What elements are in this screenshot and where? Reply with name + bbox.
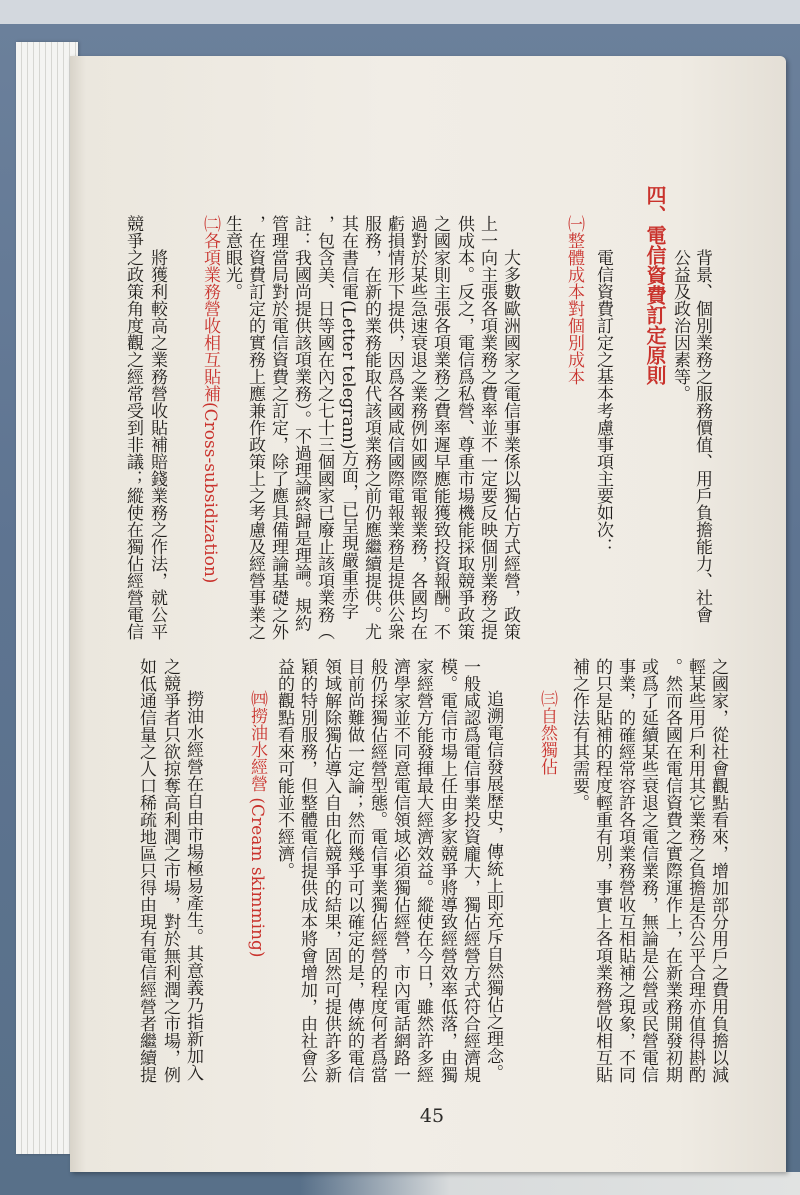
text-column: 電信資費訂定之基本考慮事項主要如次： (593, 249, 613, 555)
text-column: 輕某些用戶利用其它業務之負擔是否公平合理亦值得斟酌 (685, 658, 705, 1083)
text-column: 之競爭者只欲掠奪高利潤之市場，對於無利潤之市場，例 (160, 658, 180, 1083)
text-column: 濟學家並不同意電信領域必須獨佔經營，市內電話網路一 (390, 658, 410, 1083)
text-column: 之國家則主張各項業務之費率遲早應能獲致投資報酬。不 (430, 215, 450, 640)
text-column: 家經營方能發揮最大經濟效益。縱使在今日，雖然許多經 (413, 658, 433, 1083)
text-column: 目前尚難做一定論；然而幾乎可以確定的是，傳統的電信 (344, 658, 364, 1083)
text-column: 公益及政治因素等。 (670, 249, 690, 402)
subsection-heading: ㈡各項業務營收相互貼補(Cross-subsidization) (200, 215, 220, 584)
text-column: ，在資費訂定的實務上應兼作政策上之考慮及經營事業之 (245, 215, 265, 640)
text-column: 一般咸認爲電信事業投資龐大，獨佔經營方式符合經濟規 (460, 658, 480, 1083)
text-column: 領域解除獨佔導入自由化競爭的結果，固然可提供許多新 (321, 658, 341, 1083)
page-number: 45 (419, 1105, 445, 1127)
text-column: 之國家，從社會觀點看來，增加部分用戶之費用負擔以減 (708, 658, 728, 1083)
text-column: 追溯電信發展歷史，傳統上即充斥自然獨佔之理念。 (483, 690, 503, 1081)
subsection-heading: ㈢自然獨佔 (537, 690, 557, 775)
subsection-heading: ㈠整體成本對個別成本 (564, 215, 584, 385)
text-column: 其在書信電(Letter telegram)方面，已呈現嚴重赤字 (338, 215, 358, 620)
text-column: 般仍採獨佔經營型態。電信事業獨佔經營的程度何者爲當 (367, 658, 387, 1083)
text-column: 將獲利較高之業務營收貼補賠錢業務之作法，就公平 (147, 249, 167, 640)
text-column: 服務，在新的業務能取代該項業務之前仍應繼續提供。尤 (361, 215, 381, 640)
text-column: 益的觀點看來可能並不經濟。 (274, 658, 294, 879)
text-column: 虧損情形下提供，因爲各國咸信國際電報業務是提供公衆 (384, 215, 404, 640)
text-column: 事業，的確經常容許各項業務營收互相貼補之現象，不同 (615, 658, 635, 1083)
text-column: 穎的特別服務，但整體電信提供成本將會增加，由社會公 (297, 658, 317, 1083)
subsection-heading: ㈣撈油水經營 (Cream skimming) (247, 690, 267, 958)
text-column: 競爭之政策角度觀之經常受到非議；縱使在獨佔經營電信 (123, 215, 143, 640)
text-column: 管理當局對於電信資費之訂定，除了應具備理論基礎之外 (268, 215, 288, 640)
text-column: ，包含美、日等國在內之七十三個國家已廢止該項業務（ (314, 215, 334, 640)
text-column: 模。電信市場上任由多家競爭將導致經營效率低落，由獨 (437, 658, 457, 1083)
text-column: 生意眼光。 (222, 215, 242, 300)
text-column: 過對於某些急速衰退之業務例如國際電報業務，各國均在 (407, 215, 427, 640)
text-column: 或爲了延續某些衰退之電信業務，無論是公營或民營電信 (638, 658, 658, 1083)
text-column: 註：我國尚提供該項業務）。不過理論終歸是理論。規約 (291, 215, 311, 632)
text-column: 如低通信量之人口稀疏地區只得由現有電信經營者繼續提 (136, 658, 156, 1083)
section-heading: 四、電信資費訂定原則 (643, 185, 667, 385)
text-column: 上一向主張各項業務之費率並不一定要反映個別業務之提 (477, 215, 497, 640)
text-column: 撈油水經營在自由市場極易產生。其意義乃指新加入 (183, 690, 203, 1081)
text-column: 背景、個別業務之服務價值、用戶負擔能力、社會 (692, 249, 712, 623)
text-column: 。然而各國在電信資費之實際運作上，在新業務開發初期 (662, 658, 682, 1083)
text-column: 大多數歐洲國家之電信事業係以獨佔方式經營，政策 (500, 249, 520, 640)
text-column: 的只是貼補的程度輕重有別，事實上各項業務營收相互貼 (592, 658, 612, 1083)
text-column: 供成本。反之，電信爲私營、尊重市場機能採取競爭政策 (454, 215, 474, 640)
text-column: 補之作法有其需要。 (569, 658, 589, 811)
